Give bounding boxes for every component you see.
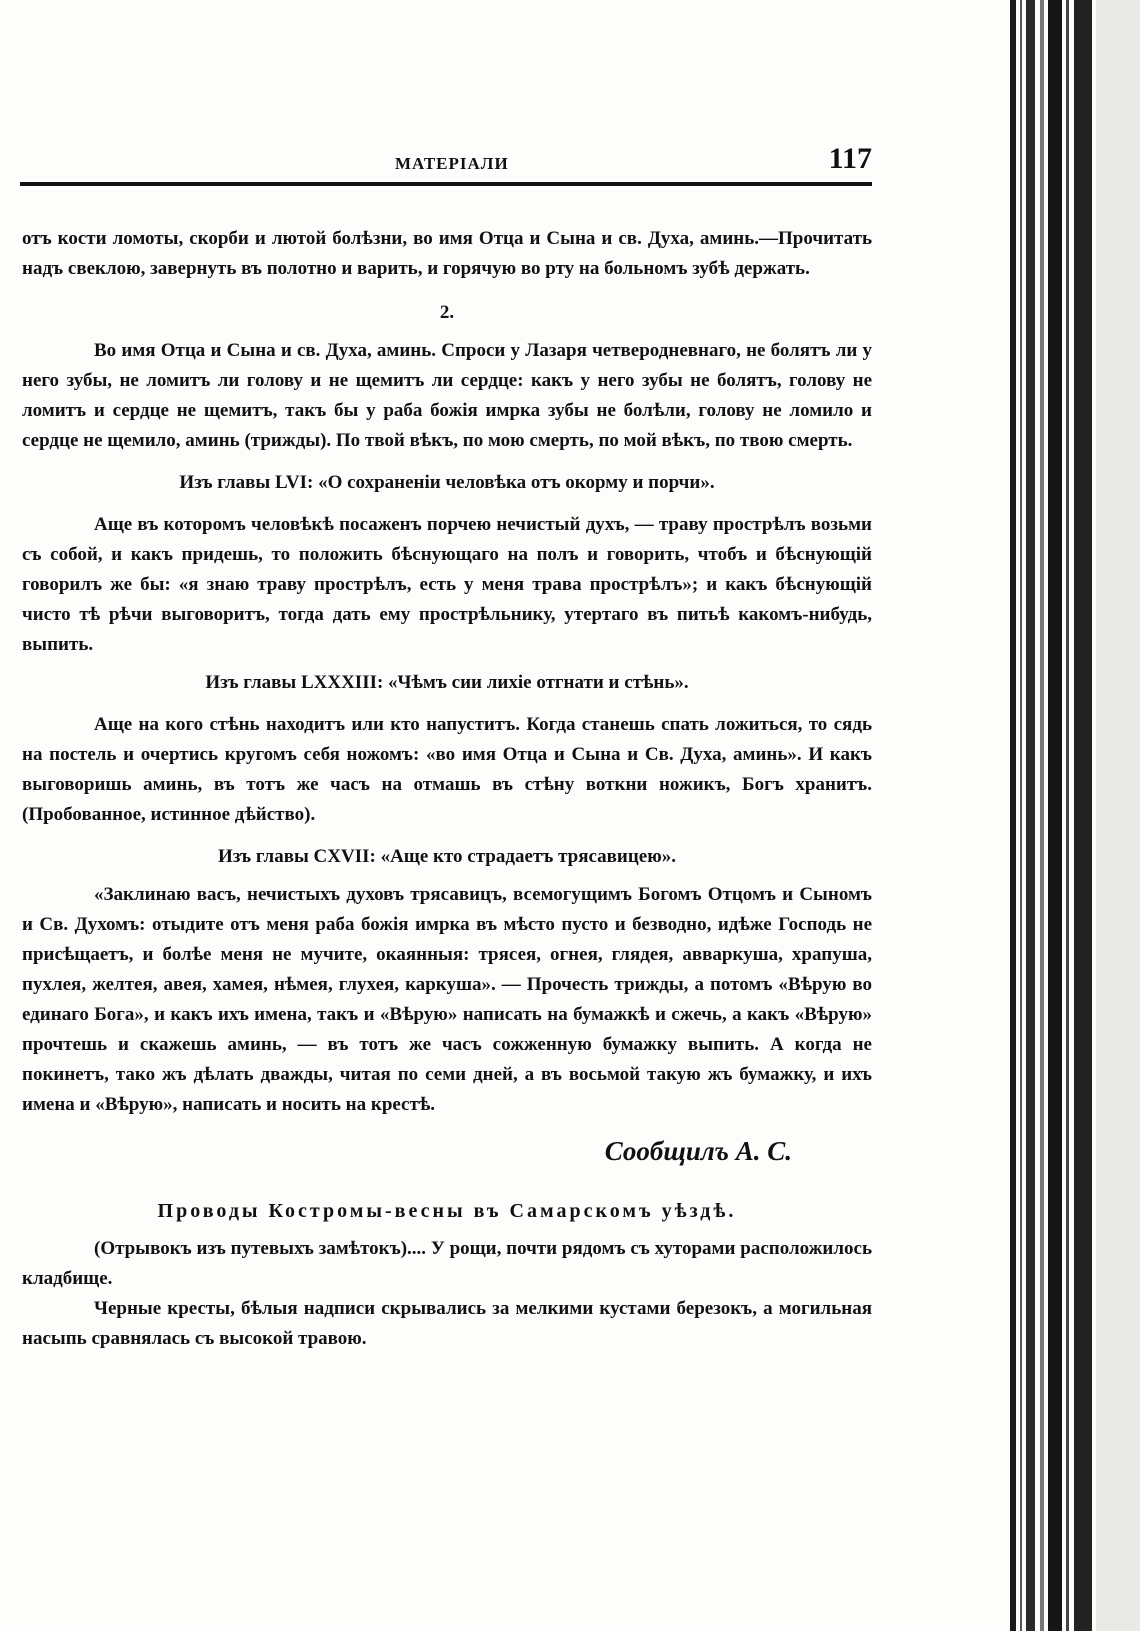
paragraph-5: «Заклинаю васъ, нечистыхъ духовъ трясавицъ, всемогущимъ Богомъ Отцомъ и Сыномъ и Св. Духомъ: отыдите отъ меня раба божія имрка въ мѣсто пусто и безводно, идѣже Господь не присѣщаетъ, и болѣе меня не мучите, окаянныя: трясея, огнея, глядея, авваркуша, храпуша, пухлея, желтея, авея, хамея, нѣмея, глухея, каркуша». — Прочесть трижды, а потомъ «Вѣрую во единаго Бога», и какъ ихъ имена, такъ и «Вѣрую» написать на бумажкѣ и сжечь, а какъ «Вѣрую» прочтешь и скажешь аминь, — въ тотъ же часъ сожженную бумажку выпить. А когда не покинетъ, тако жъ дѣлать дважды, читая по семи дней, а въ восьмой такую жъ бумажку, и ихъ имена и «Вѣрую», написать и носить на крестѣ. bbox=[22, 884, 872, 1115]
page-header bbox=[20, 136, 872, 186]
section-title: Проводы Костромы-весны въ Самарскомъ уѣздѣ. bbox=[157, 1200, 737, 1222]
chapter-heading-lxxxiii: Изъ главы LXXXIII: «Чѣмъ сии лихіе отгнати и стѣнь». bbox=[205, 672, 689, 693]
running-head: МАТЕРІАЛИ bbox=[395, 154, 509, 173]
body-text bbox=[22, 224, 872, 1354]
chapter-heading-cxvii: Изъ главы CXVII: «Аще кто страдаетъ трясавицею». bbox=[217, 846, 677, 867]
paragraph-6: (Отрывокъ изъ путевыхъ замѣтокъ).... У рощи, почти рядомъ съ хуторами расположилось кладбище. bbox=[22, 1238, 872, 1289]
scan-edge-strip bbox=[1010, 0, 1140, 1631]
paragraph-2: Во имя Отца и Сына и св. Духа, аминь. Спроси у Лазаря четверодневнаго, не болятъ ли у него зубы, не ломитъ ли голову и не щемитъ ли сердце: какъ у него зубы не болятъ, голову не ломитъ и сердце не щемитъ, такъ бы у раба божія имрка зубы не болѣли, голову не ломило и сердце не щемило, аминь (трижды). По твой вѣкъ, по мою смерть, по мой вѣкъ, по твою смерть. bbox=[22, 340, 872, 451]
paragraph-4: Аще на кого стѣнь находитъ или кто напуститъ. Когда станешь спать ложиться, то сядь на постель и очертись кругомъ себя ножомъ: «во имя Отца и Сына и Св. Духа, аминь». И какъ выговоришь аминь, въ тотъ же часъ на отмашь въ стѣну воткни ножикъ, Богъ хранитъ. (Пробованное, истинное дѣйство). bbox=[22, 714, 872, 825]
header-rule bbox=[20, 182, 872, 186]
chapter-heading-lvi: Изъ главы LVI: «О сохраненіи человѣка отъ окорму и порчи». bbox=[179, 472, 715, 493]
paragraph-3: Аще въ которомъ человѣкѣ посаженъ порчею нечистый духъ, — траву прострѣлъ возьми съ собой, и какъ придешь, то положить бѣснующаго на полъ и говорить, чтобъ и бѣснующій говорилъ же бы: «я знаю траву прострѣлъ, есть у меня трава прострѣлъ»; и какъ бѣснующій чисто тѣ рѣчи выговоритъ, тогда дать ему прострѣльнику, утертаго въ питьѣ какомъ-нибудь, выпить. bbox=[22, 514, 872, 655]
paragraph-1: отъ кости ломоты, скорби и лютой болѣзни, во имя Отца и Сына и св. Духа, аминь.—Прочитать надъ свеклою, завернуть въ полотно и варить, и горячую во рту на больномъ зубѣ держать. bbox=[22, 228, 872, 279]
paragraph-7: Черные кресты, бѣлыя надписи скрывались за мелкими кустами березокъ, а могильная насыпь сравнялась съ высокой травою. bbox=[22, 1298, 872, 1349]
signature: Сообщилъ А. С. bbox=[604, 1136, 792, 1166]
section-number-2: 2. bbox=[439, 302, 455, 323]
page-number: 117 bbox=[828, 142, 872, 175]
